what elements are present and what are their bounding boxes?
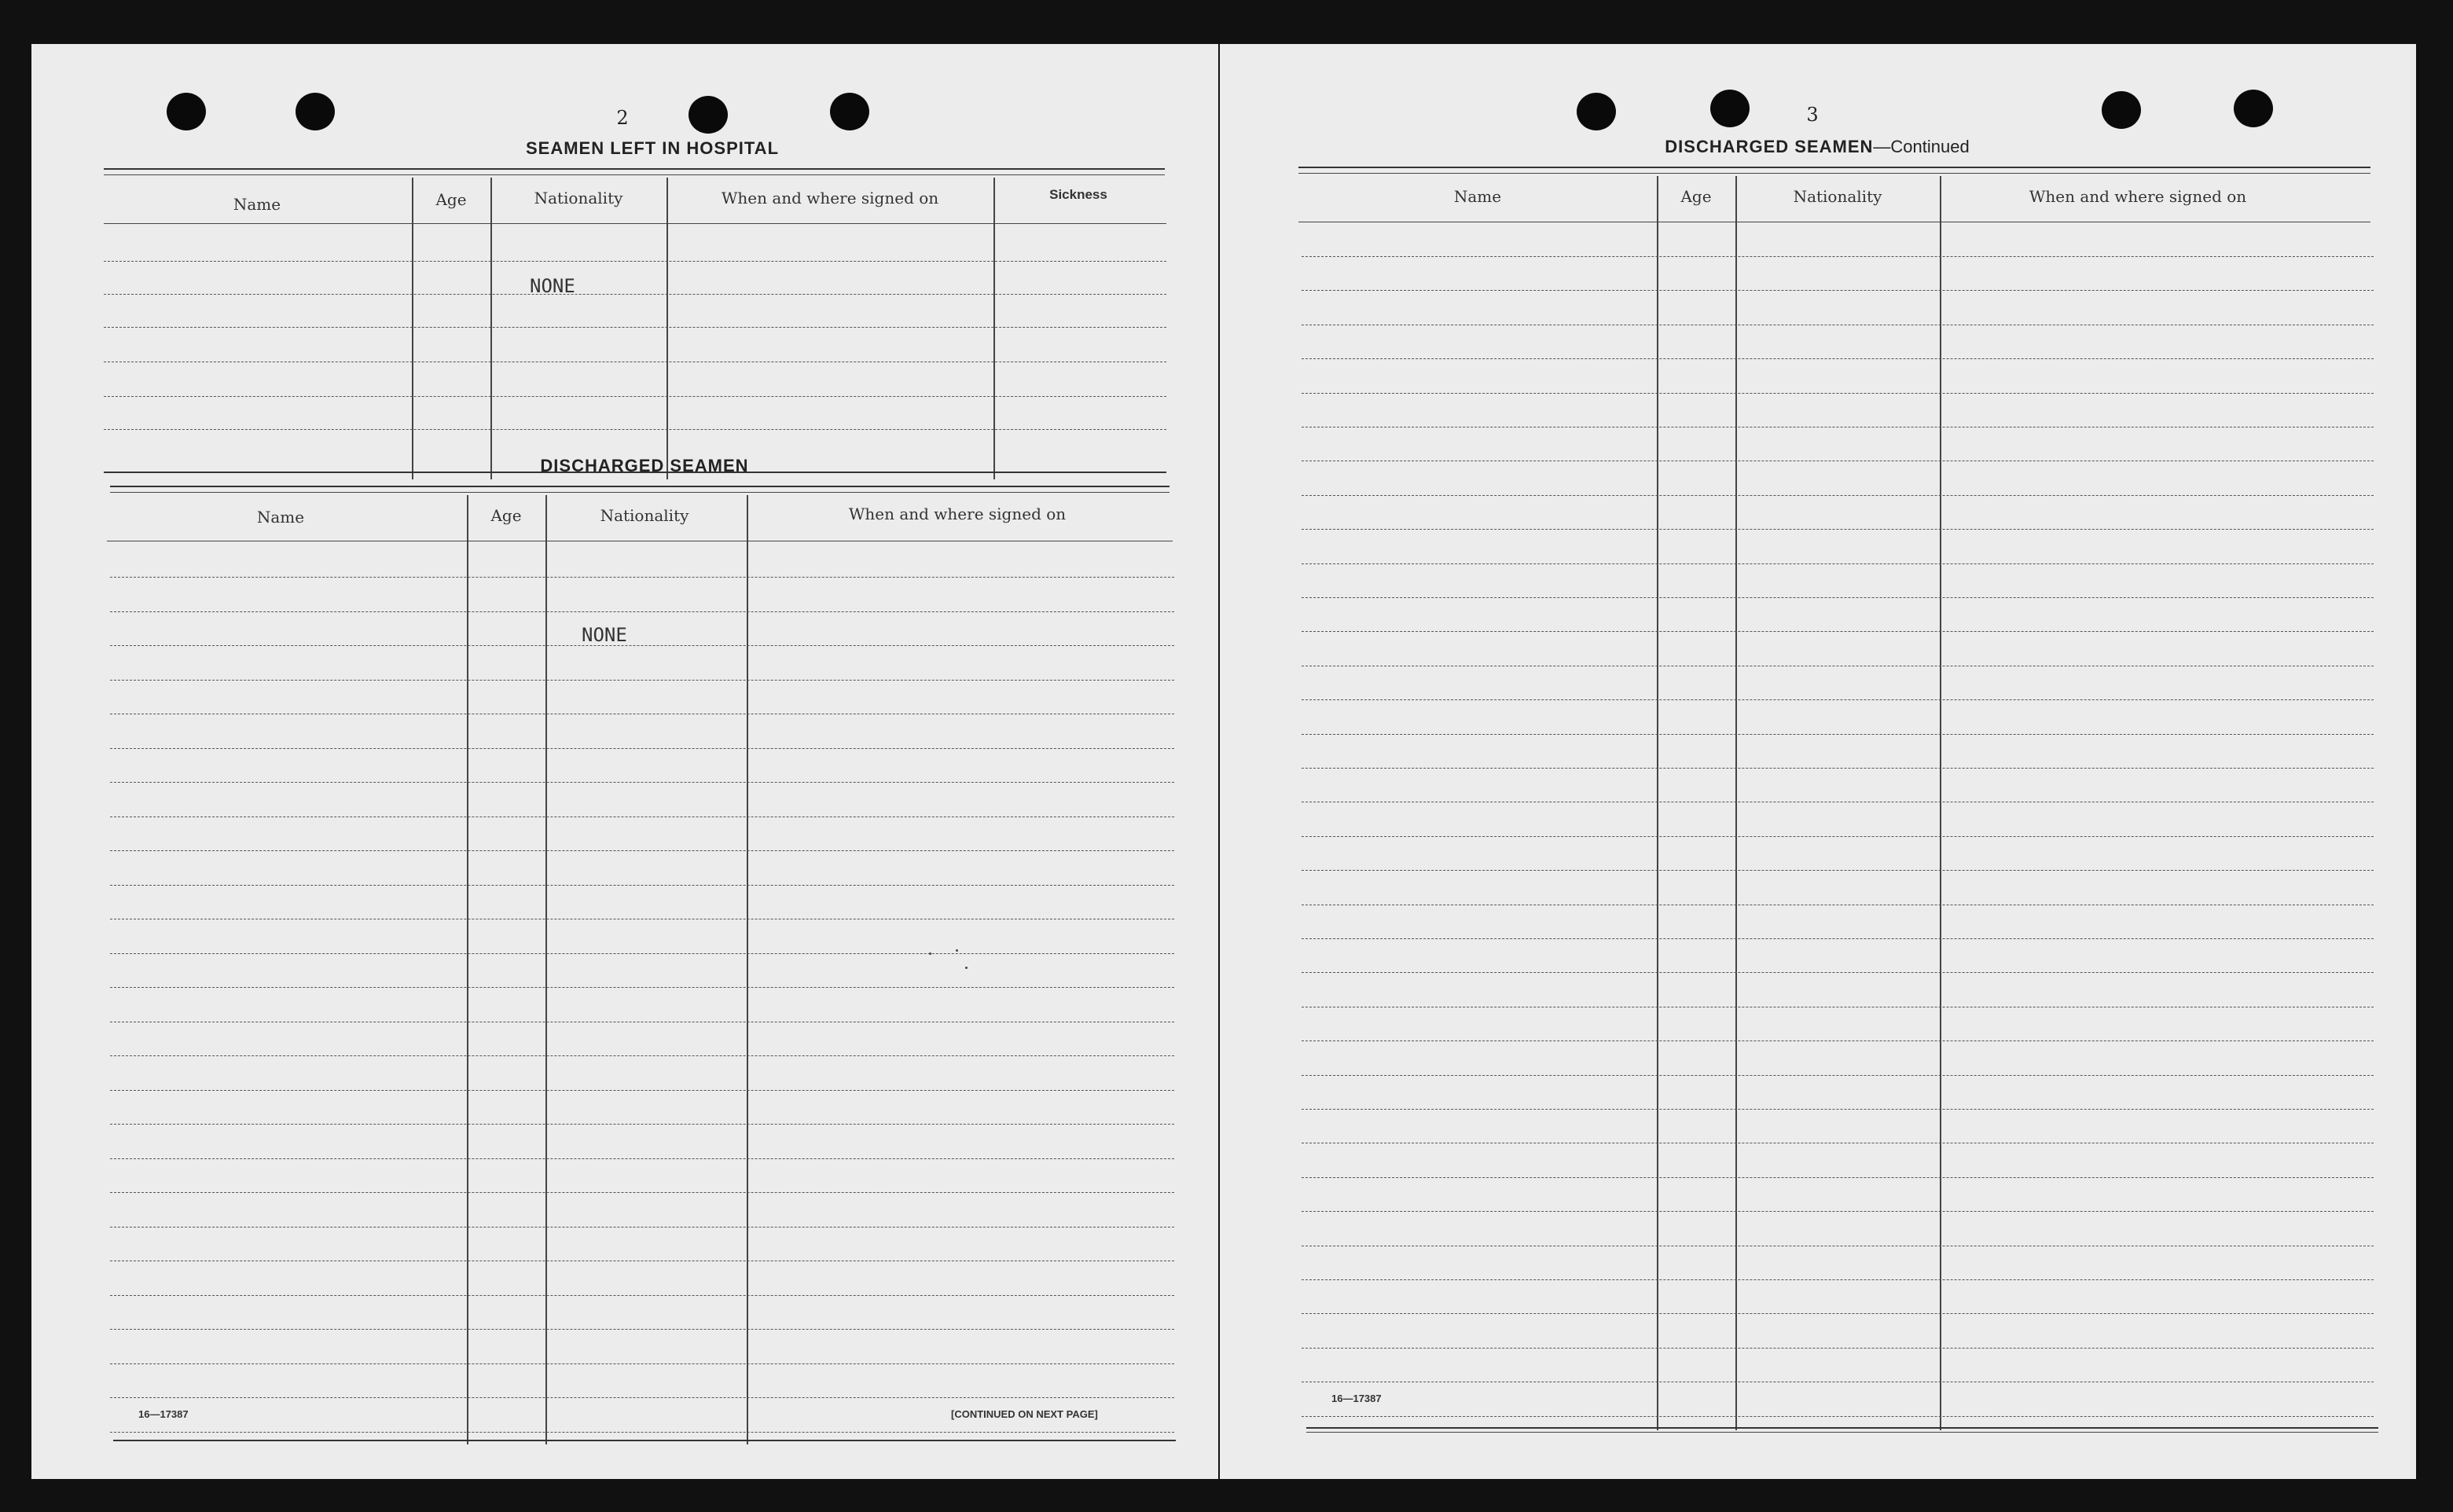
punch-hole (1577, 93, 1616, 130)
dotted-row-line (110, 611, 1174, 612)
dotted-row-line (1302, 1075, 2374, 1076)
dotted-row-line (110, 987, 1174, 988)
dotted-row-line (1302, 529, 2374, 530)
dotted-row-line (1302, 1416, 2374, 1417)
dotted-row-line (110, 1192, 1174, 1193)
dotted-row-line (110, 1227, 1174, 1228)
section-title-text: DISCHARGED SEAMEN (1665, 137, 1874, 156)
punch-hole (167, 93, 206, 130)
hospital-col-age: Age (435, 190, 467, 209)
page-number: 3 (1806, 104, 1819, 126)
right-col-name: Name (1453, 187, 1502, 206)
punch-hole (2234, 90, 2273, 127)
dotted-row-line (1302, 1177, 2374, 1178)
dotted-row-line (110, 1090, 1174, 1091)
continued-note: [CONTINUED ON NEXT PAGE] (951, 1408, 1098, 1420)
discharged-col-name: Name (256, 508, 305, 527)
dotted-row-line (1302, 495, 2374, 496)
punch-hole (296, 93, 335, 130)
dotted-row-line (1302, 563, 2374, 564)
dotted-row-line (1302, 1313, 2374, 1314)
dotted-row-line (1302, 597, 2374, 598)
right-page (1220, 44, 2416, 1479)
dotted-row-line (1302, 870, 2374, 871)
dotted-row-line (1302, 972, 2374, 973)
dotted-row-line (110, 1295, 1174, 1296)
hospital-col-nationality: Nationality (534, 189, 623, 207)
dotted-row-line (1302, 1109, 2374, 1110)
dotted-row-line (1302, 1279, 2374, 1280)
punch-hole (2102, 91, 2141, 129)
right-col-nationality: Nationality (1793, 187, 1882, 206)
punch-hole (1710, 90, 1750, 127)
form-number: 16—17387 (1331, 1393, 1382, 1404)
dotted-row-line (1302, 699, 2374, 700)
dotted-row-line (110, 645, 1174, 646)
punch-hole (830, 93, 869, 130)
dotted-row-line (1302, 768, 2374, 769)
dotted-row-line (110, 1158, 1174, 1159)
dotted-row-line (110, 885, 1174, 886)
hospital-section-title: SEAMEN LEFT IN HOSPITAL (525, 138, 780, 158)
dotted-row-line (110, 1432, 1174, 1433)
dotted-row-line (110, 1124, 1174, 1125)
hospital-entry: NONE (530, 275, 575, 297)
discharged-entry: NONE (582, 624, 627, 646)
dotted-row-line (1302, 1211, 2374, 1212)
page-number: 2 (616, 107, 629, 129)
punch-hole (689, 96, 728, 134)
dotted-row-line (1302, 427, 2374, 428)
hospital-col-name: Name (233, 195, 281, 214)
dotted-row-line (110, 782, 1174, 783)
dotted-row-line (110, 680, 1174, 681)
discharged-col-nationality: Nationality (600, 506, 689, 525)
dotted-row-line (1302, 393, 2374, 394)
dotted-row-line (1302, 358, 2374, 359)
dotted-row-line (1302, 836, 2374, 837)
discharged-col-age: Age (490, 506, 522, 525)
dotted-row-line (1302, 734, 2374, 735)
discharged-section-title: DISCHARGED SEAMEN (540, 456, 749, 475)
discharged-continued-title (1503, 137, 2132, 157)
dotted-row-line (110, 1397, 1174, 1398)
dotted-row-line (110, 1363, 1174, 1364)
hospital-col-sickness: Sickness (1049, 187, 1107, 202)
hospital-col-signed-on: When and where signed on (721, 189, 939, 207)
dotted-row-line (110, 1329, 1174, 1330)
form-number: 16—17387 (138, 1408, 189, 1420)
continued-suffix: —Continued (1873, 137, 1970, 156)
dotted-row-line (1302, 290, 2374, 291)
left-page (31, 44, 1218, 1479)
dotted-row-line (1302, 1040, 2374, 1041)
dotted-row-line (110, 1055, 1174, 1056)
dotted-row-line (1302, 256, 2374, 257)
right-col-signed-on: When and where signed on (2029, 187, 2247, 206)
dotted-row-line (110, 577, 1174, 578)
discharged-col-signed-on: When and where signed on (848, 505, 1067, 523)
dotted-row-line (110, 748, 1174, 749)
dotted-row-line (1302, 938, 2374, 939)
dotted-row-line (1302, 631, 2374, 632)
dotted-row-line (110, 850, 1174, 851)
dotted-row-line (110, 953, 1174, 954)
dotted-row-line (1302, 1348, 2374, 1349)
right-col-age: Age (1680, 187, 1712, 206)
